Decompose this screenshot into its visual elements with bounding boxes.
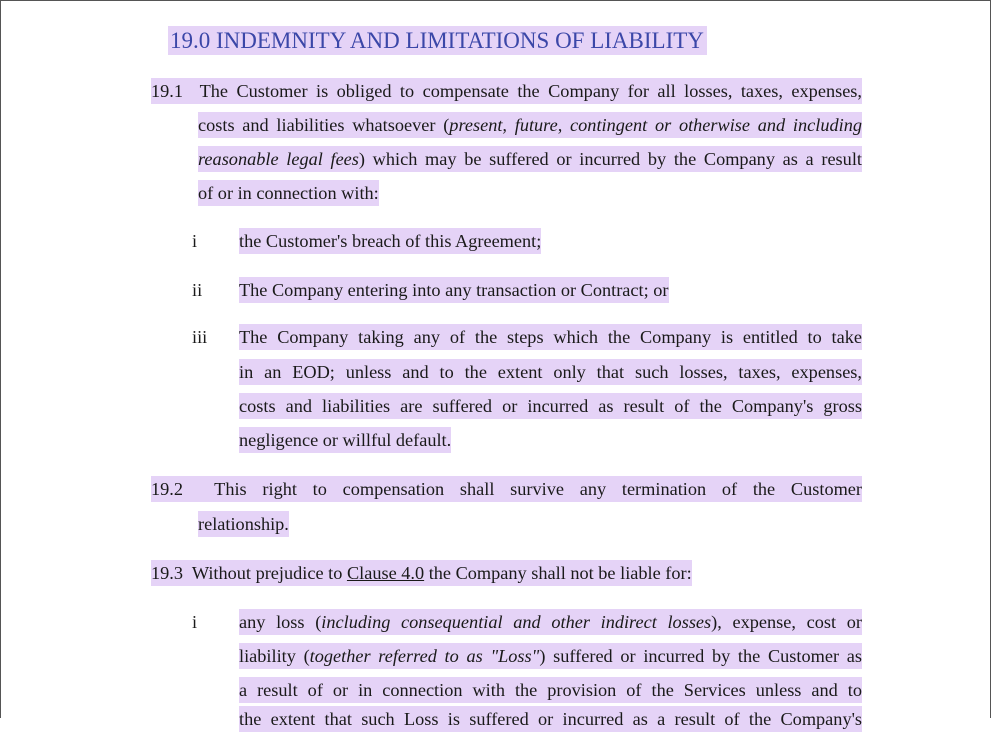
clause-text: ) which may be suffered or incurred by the Company as a result [358,149,862,169]
item-marker: iii [192,327,208,347]
clause-text: ), expense, cost or [711,612,862,632]
list-item-line [239,609,862,635]
clause-text: liability ( [239,646,310,666]
list-item-line: in an EOD; unless and to the extent only that such losses, taxes, expenses, [239,359,862,385]
list-item-line: negligence or willful default. [239,427,451,453]
clause-text: costs and liabilities whatsoever ( [198,115,450,135]
clause-italic-text: reasonable legal fees [198,149,359,169]
clause-19-1-line-3 [198,146,862,172]
item-marker: i [192,612,198,632]
list-item-line: costs and liabilities are suffered or incurred as result of the Company's gross [239,393,862,419]
clause-reference-link[interactable]: Clause 4.0 [346,563,425,583]
item-marker: i [192,231,198,251]
clause-number: 19.1 [151,81,183,101]
clause-19-2-line-2: relationship. [198,511,289,537]
clause-text: This right to compensation shall survive any termination of the Customer [214,479,863,499]
clause-text: ) suffered or incurred by the Customer as [539,646,862,666]
clause-19-2-line-1 [151,476,862,502]
clause-text: any loss ( [239,612,322,632]
clause-number: 19.3 [151,563,183,583]
clause-19-1-line-1 [151,78,862,104]
list-item: the Customer's breach of this Agreement; [239,228,541,254]
clause-text: The Customer is obliged to compensate the Company for all losses, taxes, expenses, [199,81,862,101]
clause-italic-text: including consequential and other indirect losses [321,612,712,632]
clause-number: 19.2 [151,479,183,499]
list-item-line: a result of or in connection with the provision of the Services unless and to [239,677,862,703]
clause-19-1-line-4: of or in connection with: [198,180,379,206]
clause-text: the Company shall not be liable for: [424,563,692,583]
list-item-line: the extent that such Loss is suffered or incurred as a result of the Company's [239,706,862,732]
clause-19-1-line-2 [198,112,862,138]
clause-19-3-line-1 [151,560,692,586]
section-heading: 19.0 INDEMNITY AND LIMITATIONS OF LIABILITY [168,26,707,55]
clause-italic-text: together referred to as "Loss" [309,646,540,666]
clause-text: Without prejudice to [191,563,347,583]
list-item-line: The Company taking any of the steps which the Company is entitled to take [239,324,862,350]
clause-italic-text: present, future, contingent or otherwise and including [449,115,862,135]
item-marker: ii [192,280,203,300]
list-item-line [239,643,862,669]
list-item: The Company entering into any transaction or Contract; or [239,277,669,303]
